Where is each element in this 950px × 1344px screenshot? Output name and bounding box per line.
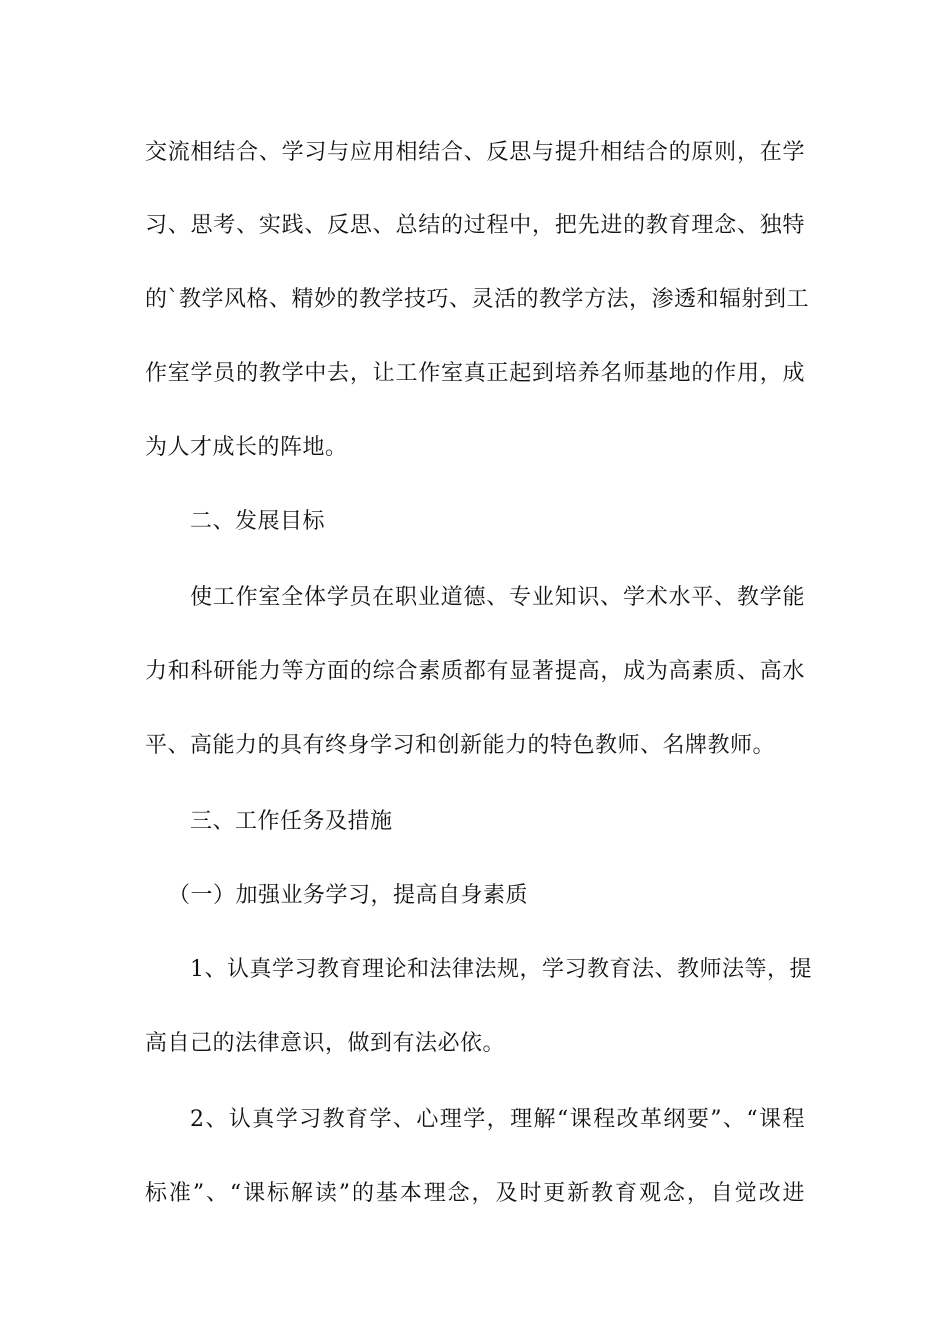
section-heading: 二、发展目标	[190, 509, 326, 534]
paragraph-line: 的`教学风格、精妙的教学技巧、灵活的教学方法，渗透和辐射到工	[145, 287, 810, 312]
paragraph-line: 交流相结合、学习与应用相结合、反思与提升相结合的原则，在学	[145, 140, 805, 165]
paragraph-line: 高自己的法律意识，做到有法必依。	[145, 1031, 506, 1056]
paragraph-line: 作室学员的教学中去，让工作室真正起到培养名师基地的作用，成	[145, 361, 805, 386]
paragraph-line: 力和科研能力等方面的综合素质都有显著提高，成为高素质、高水	[145, 659, 805, 684]
paragraph-line: 1、认真学习教育理论和法律法规，学习教育法、教师法等，提	[190, 957, 812, 982]
subsection-heading: （一）加强业务学习，提高自身素质	[168, 883, 529, 908]
section-heading: 三、工作任务及措施	[190, 809, 393, 834]
paragraph-line: 2、认真学习教育学、心理学，理解“课程改革纲要”、“课程	[190, 1107, 805, 1132]
paragraph-line: 习、思考、实践、反思、总结的过程中，把先进的教育理念、独特	[145, 213, 805, 238]
paragraph-line: 使工作室全体学员在职业道德、专业知识、学术水平、教学能	[190, 585, 805, 610]
paragraph-line: 平、高能力的具有终身学习和创新能力的特色教师、名牌教师。	[145, 733, 776, 758]
paragraph-line: 为人才成长的阵地。	[145, 435, 348, 460]
paragraph-line: 标准”、“课标解读”的基本理念，及时更新教育观念，自觉改进	[145, 1181, 805, 1206]
